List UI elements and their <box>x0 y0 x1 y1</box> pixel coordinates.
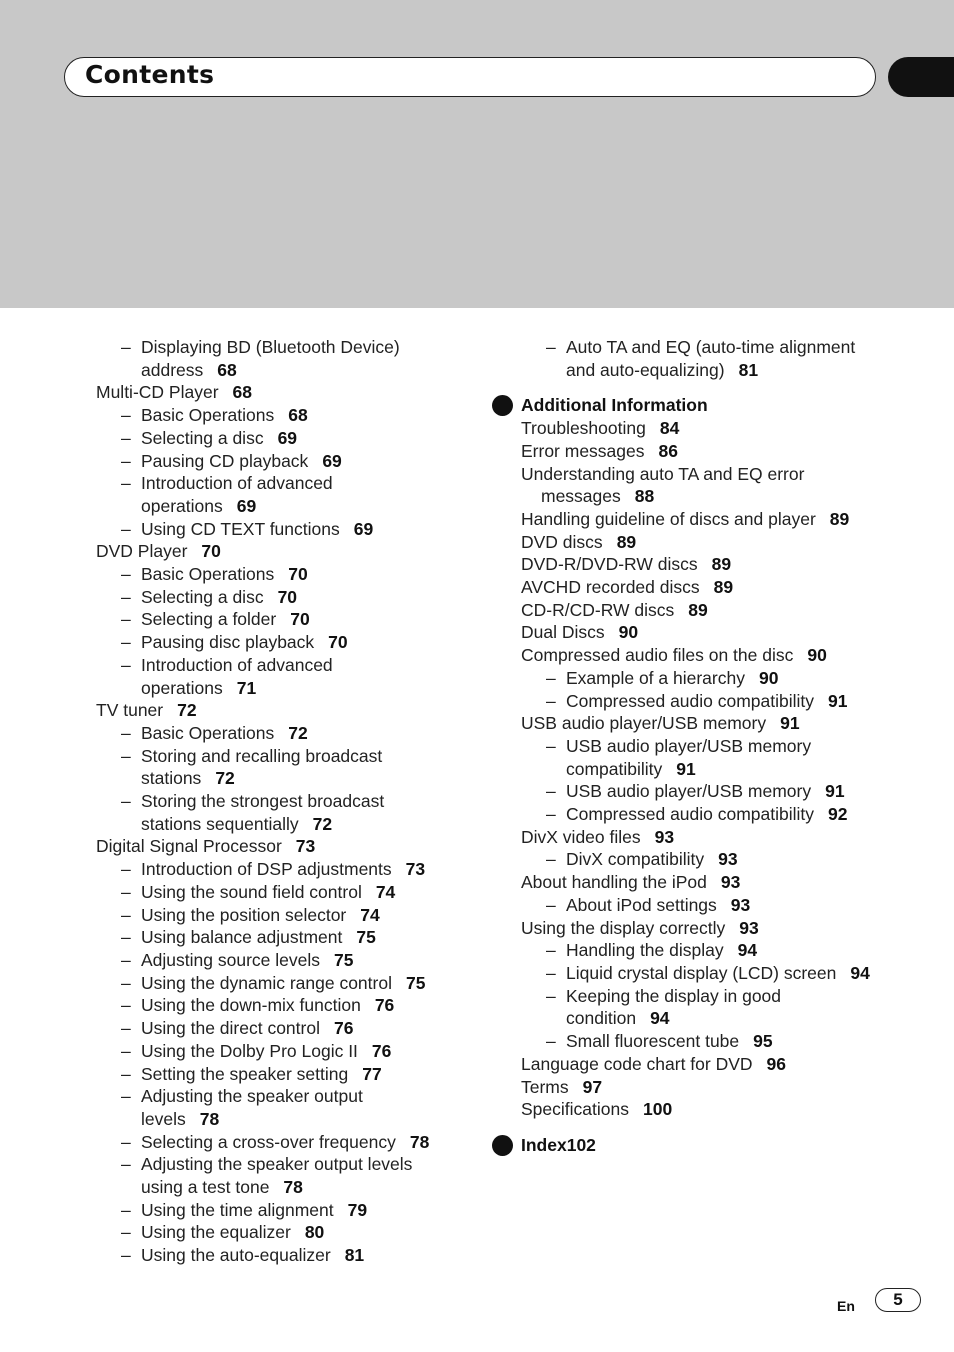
toc-subentry[interactable] <box>96 336 456 381</box>
toc-page-number: 95 <box>753 1031 773 1052</box>
dash-icon: – <box>121 995 131 1016</box>
toc-page-number: 91 <box>780 713 800 734</box>
toc-subentry[interactable] <box>96 518 456 541</box>
toc-page-number: 72 <box>177 700 197 721</box>
toc-entry[interactable] <box>492 621 892 644</box>
toc-entry[interactable] <box>492 1098 892 1121</box>
dash-icon: – <box>121 1131 131 1152</box>
toc-entry-title: Terms <box>521 1076 569 1097</box>
toc-subentry[interactable] <box>492 780 892 803</box>
toc-subentry[interactable] <box>96 904 456 927</box>
toc-subentry[interactable] <box>492 894 892 917</box>
toc-entry[interactable] <box>492 576 892 599</box>
toc-page-number: 89 <box>829 508 850 529</box>
toc-entry-title: Using the equalizer <box>141 1222 291 1243</box>
toc-entry-title: USB audio player/USB memory <box>521 713 767 734</box>
dash-icon: – <box>121 337 131 357</box>
language-label: En <box>837 1298 855 1314</box>
toc-entry-title: Specifications <box>521 1099 629 1120</box>
section-bullet-icon <box>492 395 513 416</box>
dash-icon: – <box>121 427 131 448</box>
dash-icon: – <box>121 881 131 902</box>
toc-page-number: 78 <box>199 1108 220 1129</box>
toc-subentry[interactable] <box>96 404 456 427</box>
toc-entry-title: Index <box>521 1134 567 1155</box>
toc-subentry[interactable] <box>96 1017 456 1040</box>
toc-subentry[interactable] <box>96 608 456 631</box>
toc-page-number: 91 <box>825 781 845 802</box>
toc-entry-title: DivX video files <box>521 826 641 847</box>
dash-icon: – <box>546 894 556 915</box>
toc-page-number: 75 <box>405 972 426 993</box>
toc-page-number: 69 <box>353 518 374 539</box>
toc-entry-title-line: Adjusting the speaker output <box>141 1086 363 1107</box>
title-frame <box>64 57 876 97</box>
toc-entry-title: Using CD TEXT functions <box>141 518 340 539</box>
toc-page-number: 73 <box>405 859 426 880</box>
toc-entry[interactable] <box>492 463 892 508</box>
toc-entry-title: Compressed audio compatibility <box>566 690 815 711</box>
toc-page-number: 93 <box>654 826 675 847</box>
dash-icon: – <box>546 1031 556 1052</box>
toc-page-number: 69 <box>236 495 257 516</box>
toc-entry-title: Pausing disc playback <box>141 632 315 653</box>
toc-entry-title: Language code chart for DVD <box>521 1053 753 1074</box>
toc-entry-title: About iPod settings <box>566 894 717 915</box>
toc-subentry[interactable] <box>96 858 456 881</box>
toc-entry[interactable] <box>96 540 456 563</box>
toc-entry-title: DVD-R/DVD-RW discs <box>521 554 698 575</box>
toc-entry-title: TV tuner <box>96 700 164 721</box>
dash-icon: – <box>121 904 131 925</box>
toc-right-column <box>492 336 892 1157</box>
toc-entry-title: Basic Operations <box>141 405 275 426</box>
toc-entry-title: Liquid crystal display (LCD) screen <box>566 962 837 983</box>
section-tab <box>888 57 954 97</box>
toc-page-number: 81 <box>738 359 759 380</box>
dash-icon: – <box>121 564 131 585</box>
toc-entry-title: CD-R/CD-RW discs <box>521 599 675 620</box>
toc-subentry[interactable] <box>96 1221 456 1244</box>
toc-subentry[interactable] <box>492 848 892 871</box>
toc-page-number: 70 <box>201 541 221 562</box>
toc-page-number: 68 <box>217 359 237 380</box>
toc-page-number: 81 <box>344 1245 365 1266</box>
toc-page-number: 69 <box>322 450 342 471</box>
toc-entry-title-line: and auto-equalizing) <box>566 359 725 380</box>
toc-entry-title-line: Auto TA and EQ (auto-time alignment <box>566 337 856 357</box>
toc-page-number: 94 <box>850 962 870 983</box>
toc-subentry[interactable] <box>96 450 456 473</box>
toc-page-number: 76 <box>371 1040 392 1061</box>
toc-subentry[interactable] <box>96 427 456 450</box>
toc-entry-title-line: using a test tone <box>141 1177 270 1198</box>
toc-section-heading[interactable] <box>492 394 892 417</box>
toc-entry[interactable] <box>492 644 892 667</box>
dash-icon: – <box>546 337 556 357</box>
toc-entry-title-line: condition <box>566 1008 637 1029</box>
toc-entry-title-line: Keeping the display in good <box>566 985 782 1006</box>
toc-section-heading[interactable] <box>492 1134 892 1157</box>
toc-entry-title: Using the time alignment <box>141 1199 334 1220</box>
dash-icon: – <box>121 927 131 948</box>
toc-entry-title-line: address <box>141 359 204 380</box>
toc-entry-title: Digital Signal Processor <box>96 836 282 857</box>
toc-page-number: 78 <box>283 1177 303 1198</box>
section-gap <box>492 381 892 394</box>
toc-entry-title: Multi-CD Player <box>96 382 219 403</box>
toc-left-column <box>96 336 456 1267</box>
toc-page-number: 72 <box>312 813 333 834</box>
toc-entry-title: Troubleshooting <box>521 418 646 439</box>
dash-icon: – <box>121 859 131 880</box>
toc-entry-title: Error messages <box>521 440 645 461</box>
toc-entry[interactable] <box>492 599 892 622</box>
toc-entry-title: Using the Dolby Pro Logic II <box>141 1040 358 1061</box>
toc-page-number: 72 <box>215 768 235 789</box>
toc-page-number: 79 <box>347 1199 368 1220</box>
toc-subentry[interactable] <box>96 745 456 790</box>
toc-subentry[interactable] <box>96 790 456 835</box>
dash-icon: – <box>121 405 131 426</box>
toc-entry[interactable] <box>492 531 892 554</box>
toc-page-number: 93 <box>730 894 751 915</box>
dash-icon: – <box>546 940 556 961</box>
toc-subentry[interactable] <box>96 1131 456 1154</box>
toc-entry-title: Using the auto-equalizer <box>141 1245 331 1266</box>
toc-page-number: 102 <box>566 1134 596 1155</box>
toc-entry-title-line: Introduction of advanced <box>141 473 333 494</box>
dash-icon: – <box>546 690 556 711</box>
dash-icon: – <box>121 1222 131 1243</box>
dash-icon: – <box>121 722 131 743</box>
toc-entry-title: Using the direct control <box>141 1018 320 1039</box>
toc-entry-title: Additional Information <box>521 395 708 416</box>
toc-entry-title: Example of a hierarchy <box>566 667 745 688</box>
toc-entry-title: Dual Discs <box>521 622 605 643</box>
toc-subentry[interactable] <box>492 962 892 985</box>
toc-entry-title: DivX compatibility <box>566 849 705 870</box>
toc-entry[interactable] <box>492 826 892 849</box>
dash-icon: – <box>121 473 131 494</box>
toc-page-number: 70 <box>328 632 348 653</box>
toc-subentry[interactable] <box>492 1030 892 1053</box>
toc-page-number: 84 <box>659 418 680 439</box>
toc-subentry[interactable] <box>96 472 456 517</box>
toc-page-number: 74 <box>375 881 396 902</box>
toc-page-number: 89 <box>616 531 637 552</box>
toc-entry-title: About handling the iPod <box>521 872 707 893</box>
toc-page-number: 90 <box>807 645 827 666</box>
toc-entry-title: Selecting a disc <box>141 586 264 607</box>
toc-page-number: 70 <box>288 564 308 585</box>
dash-icon: – <box>546 962 556 983</box>
toc-entry-title-line: Storing the strongest broadcast <box>141 791 385 812</box>
toc-page-number: 94 <box>737 940 758 961</box>
dash-icon: – <box>121 1245 131 1266</box>
toc-page-number: 96 <box>766 1053 787 1074</box>
toc-subentry[interactable] <box>96 994 456 1017</box>
toc-entry-title: Compressed audio files on the disc <box>521 645 794 666</box>
toc-page-number: 75 <box>333 949 354 970</box>
toc-subentry[interactable] <box>96 631 456 654</box>
toc-subentry[interactable] <box>492 690 892 713</box>
dash-icon: – <box>546 735 556 756</box>
toc-subentry[interactable] <box>96 1040 456 1063</box>
toc-entry-title-line: Introduction of advanced <box>141 654 333 675</box>
toc-page-number: 76 <box>374 995 395 1016</box>
toc-entry[interactable] <box>492 917 892 940</box>
toc-subentry[interactable] <box>96 654 456 699</box>
toc-page-number: 76 <box>333 1018 354 1039</box>
toc-page-number: 93 <box>739 917 759 938</box>
toc-entry-title: Selecting a cross-over frequency <box>141 1131 396 1152</box>
dash-icon: – <box>121 791 131 812</box>
toc-subentry[interactable] <box>96 1199 456 1222</box>
toc-entry[interactable] <box>492 553 892 576</box>
toc-entry-title: Handling guideline of discs and player <box>521 508 816 529</box>
toc-subentry[interactable] <box>96 1153 456 1198</box>
toc-entry-title-line: Understanding auto TA and EQ error <box>521 463 805 484</box>
toc-subentry[interactable] <box>96 1244 456 1267</box>
toc-page-number: 74 <box>360 904 380 925</box>
toc-page-number: 75 <box>356 927 376 948</box>
dash-icon: – <box>121 450 131 471</box>
toc-entry-title: Small fluorescent tube <box>566 1031 740 1052</box>
dash-icon: – <box>121 1018 131 1039</box>
toc-subentry[interactable] <box>96 972 456 995</box>
toc-page-number: 70 <box>290 609 310 630</box>
toc-subentry[interactable] <box>96 586 456 609</box>
toc-entry-title-line: operations <box>141 495 223 516</box>
dash-icon: – <box>121 586 131 607</box>
dash-icon: – <box>121 949 131 970</box>
page-title: Contents <box>85 60 215 89</box>
toc-subentry[interactable] <box>96 722 456 745</box>
toc-entry-title-line: messages <box>541 486 621 507</box>
toc-entry-title-line: USB audio player/USB memory <box>566 735 812 756</box>
dash-icon: – <box>121 745 131 766</box>
toc-entry-title-line: compatibility <box>566 758 663 779</box>
toc-page-number: 89 <box>711 554 732 575</box>
dash-icon: – <box>121 1040 131 1061</box>
dash-icon: – <box>121 1154 131 1175</box>
toc-entry[interactable] <box>492 1053 892 1076</box>
toc-page-number: 94 <box>650 1008 670 1029</box>
toc-entry-title: USB audio player/USB memory <box>566 781 812 802</box>
toc-page-number: 68 <box>288 405 308 426</box>
toc-entry-title-line: levels <box>141 1108 186 1129</box>
toc-page-number: 73 <box>295 836 316 857</box>
toc-entry[interactable] <box>492 417 892 440</box>
toc-entry-title: Basic Operations <box>141 722 275 743</box>
toc-entry-title: Selecting a folder <box>141 609 277 630</box>
dash-icon: – <box>121 1199 131 1220</box>
toc-page-number: 71 <box>236 677 257 698</box>
toc-page-number: 86 <box>658 440 678 461</box>
toc-page-number: 93 <box>718 849 738 870</box>
toc-entry-title: Using the down-mix function <box>141 995 361 1016</box>
toc-page-number: 91 <box>828 690 848 711</box>
toc-entry-title: Basic Operations <box>141 564 275 585</box>
dash-icon: – <box>121 518 131 539</box>
toc-entry[interactable] <box>492 440 892 463</box>
toc-entry-title: DVD Player <box>96 541 188 562</box>
toc-subentry[interactable] <box>492 803 892 826</box>
dash-icon: – <box>546 985 556 1006</box>
toc-page-number: 72 <box>288 722 308 743</box>
section-gap <box>492 1121 892 1134</box>
toc-subentry[interactable] <box>96 563 456 586</box>
toc-page-number: 92 <box>828 804 848 825</box>
toc-page-number: 68 <box>232 382 252 403</box>
toc-entry-title-line: Displaying BD (Bluetooth Device) <box>141 337 400 357</box>
toc-page-number: 78 <box>409 1131 430 1152</box>
toc-subentry[interactable] <box>96 926 456 949</box>
toc-entry-title: Introduction of DSP adjustments <box>141 859 392 880</box>
toc-page-number: 90 <box>618 622 639 643</box>
dash-icon: – <box>121 1063 131 1084</box>
toc-entry-title-line: stations sequentially <box>141 813 299 834</box>
dash-icon: – <box>546 781 556 802</box>
toc-page-number: 89 <box>713 577 734 598</box>
toc-entry-title: Using the display correctly <box>521 917 726 938</box>
toc-entry[interactable] <box>492 712 892 735</box>
toc-page-number: 69 <box>277 427 298 448</box>
toc-entry-title-line: Storing and recalling broadcast <box>141 745 383 766</box>
page-number: 5 <box>875 1288 921 1312</box>
dash-icon: – <box>546 849 556 870</box>
toc-entry-title: Adjusting source levels <box>141 949 320 970</box>
toc-entry[interactable] <box>96 699 456 722</box>
toc-page-number: 89 <box>688 599 708 620</box>
toc-entry-title: Setting the speaker setting <box>141 1063 349 1084</box>
toc-page-number: 80 <box>304 1222 325 1243</box>
toc-page-number: 91 <box>676 758 696 779</box>
toc-entry-title: AVCHD recorded discs <box>521 577 700 598</box>
toc-subentry[interactable] <box>492 735 892 780</box>
toc-page-number: 77 <box>362 1063 382 1084</box>
toc-page-number: 90 <box>758 667 779 688</box>
toc-page-number: 97 <box>582 1076 603 1097</box>
toc-subentry[interactable] <box>96 881 456 904</box>
toc-subentry[interactable] <box>492 336 892 381</box>
toc-page-number: 70 <box>277 586 298 607</box>
toc-entry-title: Pausing CD playback <box>141 450 309 471</box>
section-bullet-icon <box>492 1135 513 1156</box>
toc-entry-title-line: Adjusting the speaker output levels <box>141 1154 413 1175</box>
toc-entry-title: Using the position selector <box>141 904 347 925</box>
toc-page-number: 93 <box>720 872 741 893</box>
toc-page-number: 100 <box>642 1099 673 1120</box>
dash-icon: – <box>121 1086 131 1107</box>
toc-entry-title: Using balance adjustment <box>141 927 343 948</box>
toc-entry-title-line: stations <box>141 768 202 789</box>
dash-icon: – <box>121 632 131 653</box>
header-band <box>0 0 954 308</box>
toc-subentry[interactable] <box>96 949 456 972</box>
toc-subentry[interactable] <box>492 939 892 962</box>
dash-icon: – <box>546 804 556 825</box>
dash-icon: – <box>121 654 131 675</box>
toc-entry[interactable] <box>492 1076 892 1099</box>
dash-icon: – <box>121 972 131 993</box>
toc-entry-title: Using the dynamic range control <box>141 972 392 993</box>
dash-icon: – <box>121 609 131 630</box>
toc-page-number: 88 <box>634 486 655 507</box>
toc-subentry[interactable] <box>96 1063 456 1086</box>
toc-entry-title: Handling the display <box>566 940 724 961</box>
dash-icon: – <box>546 667 556 688</box>
toc-subentry[interactable] <box>492 985 892 1030</box>
toc-entry[interactable] <box>96 835 456 858</box>
toc-subentry[interactable] <box>96 1085 456 1130</box>
toc-entry[interactable] <box>96 381 456 404</box>
toc-entry-title-line: operations <box>141 677 223 698</box>
toc-entry-title: Compressed audio compatibility <box>566 804 815 825</box>
toc-subentry[interactable] <box>492 667 892 690</box>
toc-entry[interactable] <box>492 871 892 894</box>
toc-entry[interactable] <box>492 508 892 531</box>
toc-entry-title: Selecting a disc <box>141 427 264 448</box>
toc-entry-title: DVD discs <box>521 531 603 552</box>
toc-entry-title: Using the sound field control <box>141 881 362 902</box>
